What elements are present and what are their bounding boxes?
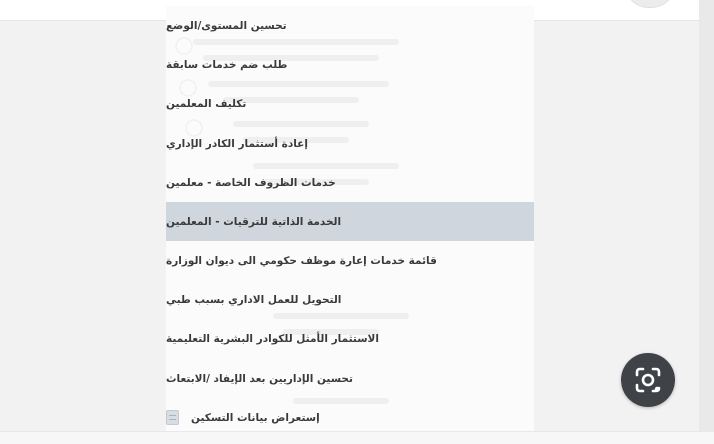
menu-item-content [166,177,336,189]
menu-item-content [166,138,308,150]
menu-item-label: قائمة خدمات إعارة موظف حكومي الى ديوان الوزارة [166,254,437,267]
services-menu-panel [166,6,534,431]
menu-item[interactable] [166,398,534,431]
menu-item-content [166,373,353,385]
menu-item-label: الاستثمار الأمثل للكوادر البشرية التعليمية [166,332,379,345]
menu-item-label: تكليف المعلمين [166,97,247,110]
menu-item[interactable] [166,202,534,241]
menu-item[interactable] [166,319,534,358]
avatar[interactable] [624,0,676,8]
menu-item[interactable] [166,45,534,84]
menu-item-label: إعادة أستثمار الكادر الإداري [166,137,308,150]
menu-item[interactable] [166,6,534,45]
menu-item[interactable] [166,280,534,319]
menu-item-content [166,20,287,32]
menu-item[interactable] [166,84,534,123]
menu-item-label: الخدمة الذاتية للترقيات - المعلمين [166,215,342,228]
menu-item[interactable] [166,163,534,202]
scrollbar-track[interactable] [699,0,714,444]
lens-search-icon [633,365,663,395]
bottom-bar [0,431,714,444]
menu-item[interactable] [166,124,534,163]
menu-item-content [166,216,341,228]
menu-item-content [166,255,437,267]
menu-item-label: إستعراض بيانات التسكين [191,411,320,424]
menu-item[interactable] [166,241,534,280]
menu-item-label: تحسين الإداريين بعد الإيفاد /الابتعاث [166,372,353,385]
menu-item-content [166,59,287,71]
menu-item-label: تحسين المستوى/الوضع [166,19,287,32]
document-icon [166,410,179,425]
menu-item-label: طلب ضم خدمات سابقة [166,58,288,71]
menu-item-label: خدمات الظروف الخاصة - معلمين [166,176,336,189]
menu-item-content [166,294,341,306]
menu-item[interactable] [166,359,534,398]
lens-search-button[interactable] [621,353,675,407]
menu-item-content [166,98,246,110]
menu-item-content [166,333,379,345]
menu-item-content [166,410,320,425]
menu-item-label: التحويل للعمل الاداري بسبب طبي [166,293,342,306]
